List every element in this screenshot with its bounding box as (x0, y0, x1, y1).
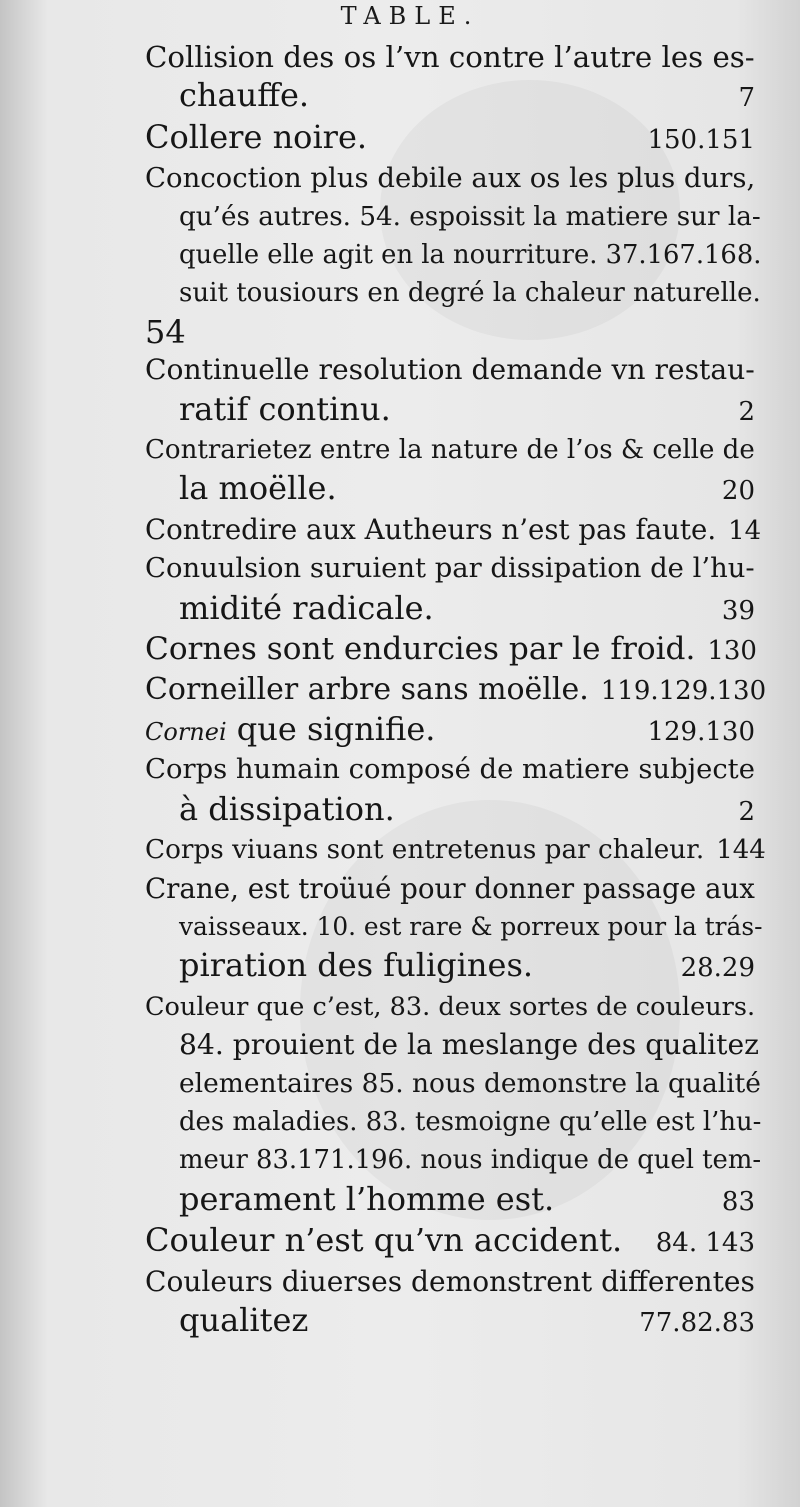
entry-text: vaisseaux. 10. est rare & porreux pour la trás- (179, 911, 763, 941)
page-reference: 28.29 (680, 953, 755, 984)
page-reference: 14 (728, 515, 762, 546)
entry-text: Collere noire. (145, 117, 368, 156)
entry-line (145, 589, 755, 630)
page-reference: 150.151 (647, 124, 755, 155)
entry-line (145, 1141, 762, 1179)
entry-text: Couleur n’est qu’vn accident. (145, 1221, 623, 1260)
entry-text: Corps viuans sont entretenus par chaleur. (145, 835, 705, 866)
index-entry (145, 118, 755, 159)
page-reference: 84. 143 (655, 1228, 755, 1259)
entry-text: suit tousiours en degré la chaleur naturelle. (179, 278, 761, 309)
index-entry (145, 511, 762, 550)
index-entry (145, 351, 755, 431)
entry-text: la moëlle. (179, 469, 337, 508)
entry-line (145, 76, 755, 117)
entry-text: meur 83.171.196. nous indique de quel tem- (179, 1145, 762, 1176)
index-entry (145, 1221, 755, 1262)
page-reference: 20 (721, 476, 755, 507)
entry-text: ratif continu. (179, 389, 391, 428)
entry-line (145, 118, 755, 159)
entry-text: midité radicale. (179, 588, 434, 627)
entry-text: Contredire aux Autheurs n’est pas faute. (145, 512, 717, 546)
page-reference: 2 (738, 796, 755, 827)
page-reference: 2 (738, 396, 755, 427)
entry-text: Crane, est troüué pour donner passage aux (145, 871, 755, 905)
entry-text: Corneiller arbre sans moëlle. (145, 671, 589, 707)
entry-line (145, 390, 755, 431)
entry-italic-term: Cornei (145, 717, 227, 746)
index-entry (145, 988, 762, 1221)
index-entry (145, 1263, 755, 1343)
entry-line (145, 511, 762, 550)
entry-line (145, 710, 755, 751)
page-reference: 129.130 (647, 716, 755, 747)
entry-line (145, 351, 755, 389)
page-reference: 130 (707, 636, 757, 667)
entry-text: Corps humain composé de matiere subjecte (145, 754, 755, 786)
entry-line (145, 1065, 761, 1103)
entry-line (145, 1026, 759, 1064)
entry-text: quelle elle agit en la nourriture. 37.167.168. (179, 240, 762, 271)
entry-text: Concoction plus debile aux os les plus durs, (145, 162, 756, 195)
entry-line (145, 870, 755, 908)
index-entry (145, 550, 755, 630)
index-entry (145, 630, 755, 670)
entry-text: qualitez (179, 1301, 309, 1339)
entry-line (145, 671, 767, 710)
index-entry (145, 710, 755, 751)
entry-line (145, 236, 762, 274)
entry-text: Cornes sont endurcies par le froid. (145, 631, 696, 668)
entry-text-rest: que signifie. (226, 709, 436, 748)
index-entry (145, 38, 755, 118)
page-reference: 7 (738, 83, 755, 114)
entry-line (145, 908, 763, 946)
entry-text: qu’és autres. 54. espoissit la matiere sur la- (179, 201, 761, 232)
entry-line (145, 198, 761, 236)
running-header: TABLE. (340, 2, 480, 30)
entry-line (145, 1301, 755, 1342)
entry-text: Contrarietez entre la nature de l’os & celle de (145, 435, 755, 466)
entry-line (145, 313, 755, 351)
entry-text: perament l’homme est. (179, 1179, 555, 1218)
page-reference: 39 (721, 595, 755, 626)
entry-line (145, 431, 755, 469)
page-reference: 77.82.83 (639, 1308, 755, 1338)
entry-line (145, 751, 755, 789)
entry-line (145, 831, 766, 869)
entry-line (145, 1103, 762, 1141)
entry-line (145, 1180, 755, 1221)
entry-text: piration des fuligines. (179, 946, 534, 985)
index-entry (145, 671, 767, 710)
entry-line (145, 1221, 755, 1262)
index-entry (145, 870, 763, 988)
entry-line (145, 988, 755, 1026)
entry-line (145, 1263, 755, 1301)
index-entries (145, 38, 767, 1342)
entry-line (145, 550, 755, 588)
entry-text: Collision des os l’vn contre l’autre les es- (145, 40, 755, 74)
entry-line (145, 159, 755, 197)
page-reference: 144 (716, 835, 766, 866)
entry-line (145, 469, 755, 510)
entry-text: Couleur que c’est, 83. deux sortes de couleurs. (145, 991, 756, 1022)
entry-text: Couleurs diuerses demonstrent differentes (145, 1264, 755, 1298)
entry-line (145, 946, 755, 987)
entry-text (145, 710, 435, 751)
entry-text: Continuelle resolution demande vn restau- (145, 353, 755, 387)
entry-line (145, 790, 755, 831)
index-entry (145, 751, 755, 831)
entry-text: elementaires 85. nous demonstre la qualité (179, 1067, 761, 1099)
entry-line (145, 38, 755, 76)
entry-text: à dissipation. (179, 789, 395, 828)
entry-line (145, 274, 761, 312)
page-reference: 83 (721, 1186, 755, 1217)
entry-text: Conuulsion suruient par dissipation de l’hu- (145, 553, 755, 585)
index-entry (145, 159, 762, 351)
index-entry (145, 831, 766, 869)
entry-text: 84. prouient de la meslange des qualitez (179, 1028, 759, 1062)
entry-text: 54 (145, 312, 186, 351)
index-entry (145, 431, 755, 511)
entry-text: des maladies. 83. tesmoigne qu’elle est l’hu- (179, 1106, 762, 1137)
entry-line (145, 630, 755, 670)
entry-text: chauffe. (179, 76, 310, 115)
page-reference: 119.129.130 (600, 675, 767, 706)
